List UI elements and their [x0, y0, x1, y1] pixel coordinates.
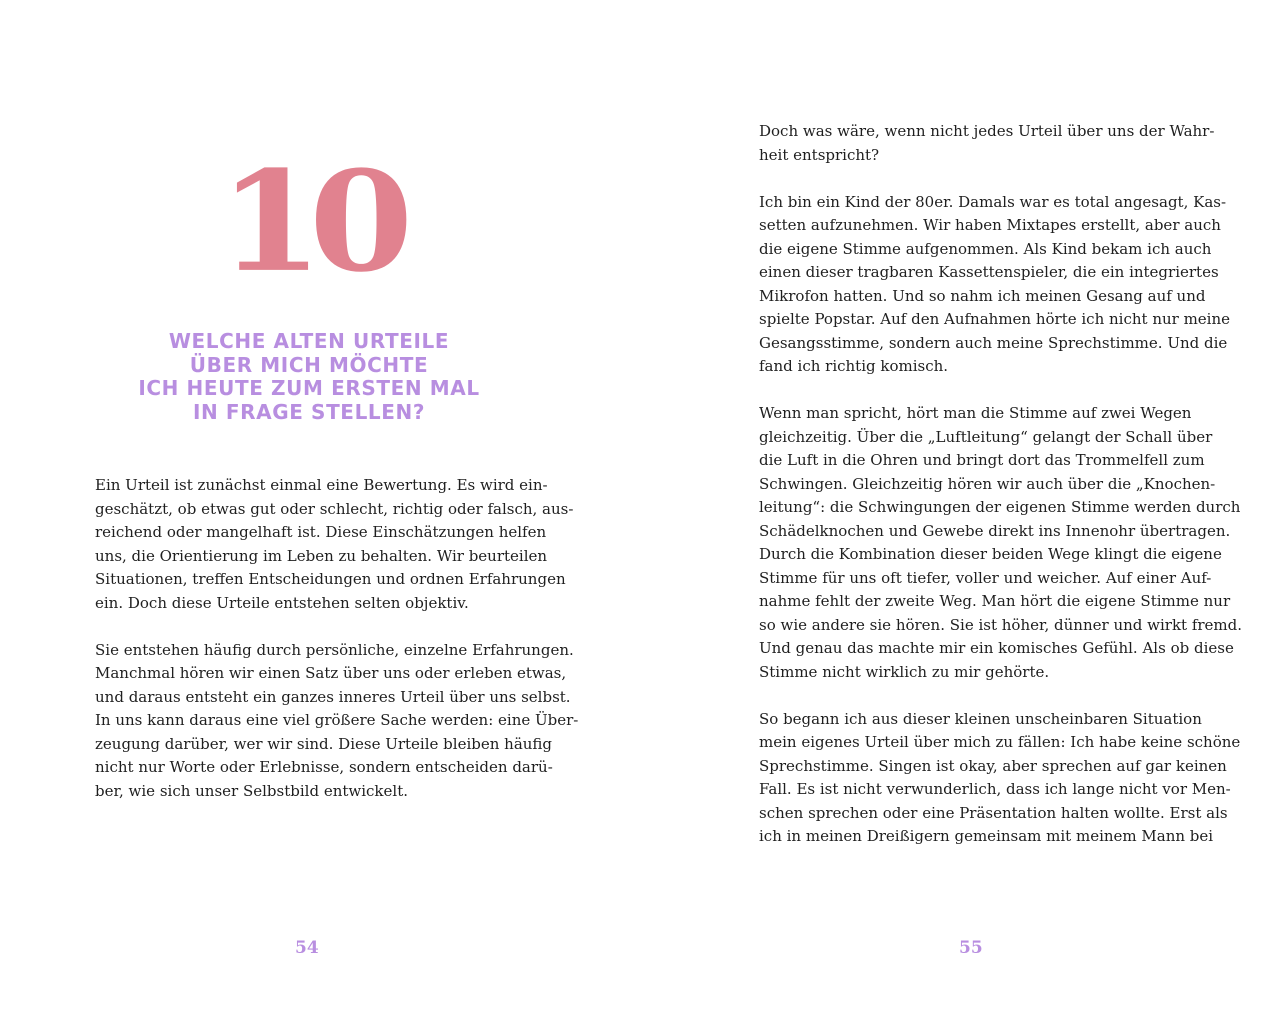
- body-text-line: So begann ich aus dieser kleinen unscheinbaren Situation: [759, 709, 1202, 728]
- body-text-line: nahme fehlt der zweite Weg. Man hört die eigene Stimme nur: [759, 592, 1231, 610]
- chapter-title-line: ÜBER MICH MÖCHTE: [189, 352, 429, 377]
- body-text-line: Ich bin ein Kind der 80er. Damals war es total angesagt, Kas-: [759, 192, 1227, 211]
- body-text-line: die Luft in die Ohren und bringt dort das Trommelfell zum: [759, 451, 1205, 469]
- body-text-line: ein. Doch diese Urteile entstehen selten objektiv.: [95, 593, 469, 612]
- body-text-line: setten aufzunehmen. Wir haben Mixtapes erstellt, aber auch: [759, 216, 1221, 234]
- body-text-line: Schädelknochen und Gewebe direkt ins Innenohr übertragen.: [759, 521, 1231, 540]
- paragraph-gap: [759, 167, 1185, 191]
- chapter-number: 10: [218, 141, 400, 303]
- body-text-line: mein eigenes Urteil über mich zu fällen: Ich habe keine schöne: [759, 733, 1241, 751]
- body-text-line: In uns kann daraus eine viel größere Sache werden: eine Über-: [95, 711, 579, 729]
- body-text-line: reichend oder mangelhaft ist. Diese Einschätzungen helfen: [95, 523, 547, 541]
- body-text-line: Ein Urteil ist zunächst einmal eine Bewertung. Es wird ein-: [95, 476, 548, 494]
- body-text-line: einen dieser tragbaren Kassettenspieler, die ein integriertes: [759, 263, 1219, 281]
- paragraph-gap: [759, 684, 1185, 708]
- page-number-left: 54: [295, 938, 319, 958]
- right-body-text: [759, 120, 1243, 849]
- paragraph-gap: [759, 379, 1185, 403]
- body-text-line: geschätzt, ob etwas gut oder schlecht, richtig oder falsch, aus-: [95, 499, 574, 518]
- body-text-line: Schwingen. Gleichzeitig hören wir auch über die „Knochen-: [759, 474, 1216, 493]
- body-text-line: so wie andere sie hören. Sie ist höher, dünner und wirkt fremd.: [759, 615, 1243, 634]
- paragraph-gap: [95, 615, 522, 639]
- body-text-line: Fall. Es ist nicht verwunderlich, dass ich lange nicht vor Men-: [759, 780, 1231, 798]
- body-text-line: Und genau das machte mir ein komisches Gefühl. Als ob diese: [759, 639, 1234, 657]
- chapter-title-line: IN FRAGE STELLEN?: [192, 399, 426, 424]
- left-body-text: [95, 474, 579, 803]
- chapter-title: [120, 330, 498, 424]
- body-text-line: Durch die Kombination dieser beiden Wege klingt die eigene: [759, 545, 1222, 563]
- body-text-line: Situationen, treffen Entscheidungen und ordnen Erfahrungen: [95, 570, 566, 588]
- body-text-line: Gesangsstimme, sondern auch meine Sprechstimme. Und die: [759, 333, 1228, 352]
- body-text-line: zeugung darüber, wer wir sind. Diese Urteile bleiben häufig: [95, 734, 553, 753]
- body-text-line: gleichzeitig. Über die „Luftleitung“ gelangt der Schall über: [759, 427, 1213, 446]
- body-text-line: heit entspricht?: [759, 145, 880, 164]
- body-text-line: die eigene Stimme aufgenommen. Als Kind bekam ich auch: [759, 239, 1212, 258]
- body-text-line: Stimme für uns oft tiefer, voller und weicher. Auf einer Auf-: [759, 568, 1212, 587]
- body-text-line: spielte Popstar. Auf den Aufnahmen hörte ich nicht nur meine: [759, 310, 1231, 328]
- body-text-line: und daraus entsteht ein ganzes inneres Urteil über uns selbst.: [95, 687, 571, 706]
- body-text-line: Sprechstimme. Singen ist okay, aber sprechen auf gar keinen: [759, 756, 1227, 775]
- right-page: [640, 0, 1280, 1019]
- body-text-line: leitung“: die Schwingungen der eigenen Stimme werden durch: [759, 498, 1241, 516]
- body-text-line: Sie entstehen häufig durch persönliche, einzelne Erfahrungen.: [95, 640, 574, 659]
- body-text-line: nicht nur Worte oder Erlebnisse, sondern entscheiden darü-: [95, 758, 553, 776]
- body-text-line: ich in meinen Dreißigern gemeinsam mit meinem Mann bei: [759, 827, 1214, 845]
- body-text-line: Wenn man spricht, hört man die Stimme auf zwei Wegen: [759, 404, 1192, 422]
- body-text-line: Manchmal hören wir einen Satz über uns oder erleben etwas,: [95, 664, 567, 682]
- body-text-line: fand ich richtig komisch.: [759, 357, 949, 375]
- body-text-line: ber, wie sich unser Selbstbild entwickelt.: [95, 781, 408, 800]
- body-text-line: Doch was wäre, wenn nicht jedes Urteil über uns der Wahr-: [759, 122, 1215, 140]
- chapter-title-line: ICH HEUTE ZUM ERSTEN MAL: [138, 376, 480, 400]
- body-text-line: uns, die Orientierung im Leben zu behalten. Wir beurteilen: [95, 546, 548, 565]
- body-text-line: Mikrofon hatten. Und so nahm ich meinen Gesang auf und: [759, 286, 1206, 305]
- chapter-title-line: WELCHE ALTEN URTEILE: [168, 329, 450, 353]
- body-text-line: Stimme nicht wirklich zu mir gehörte.: [759, 662, 1050, 681]
- body-text-line: schen sprechen oder eine Präsentation halten wollte. Erst als: [759, 803, 1228, 822]
- page-number-right: 55: [959, 938, 983, 958]
